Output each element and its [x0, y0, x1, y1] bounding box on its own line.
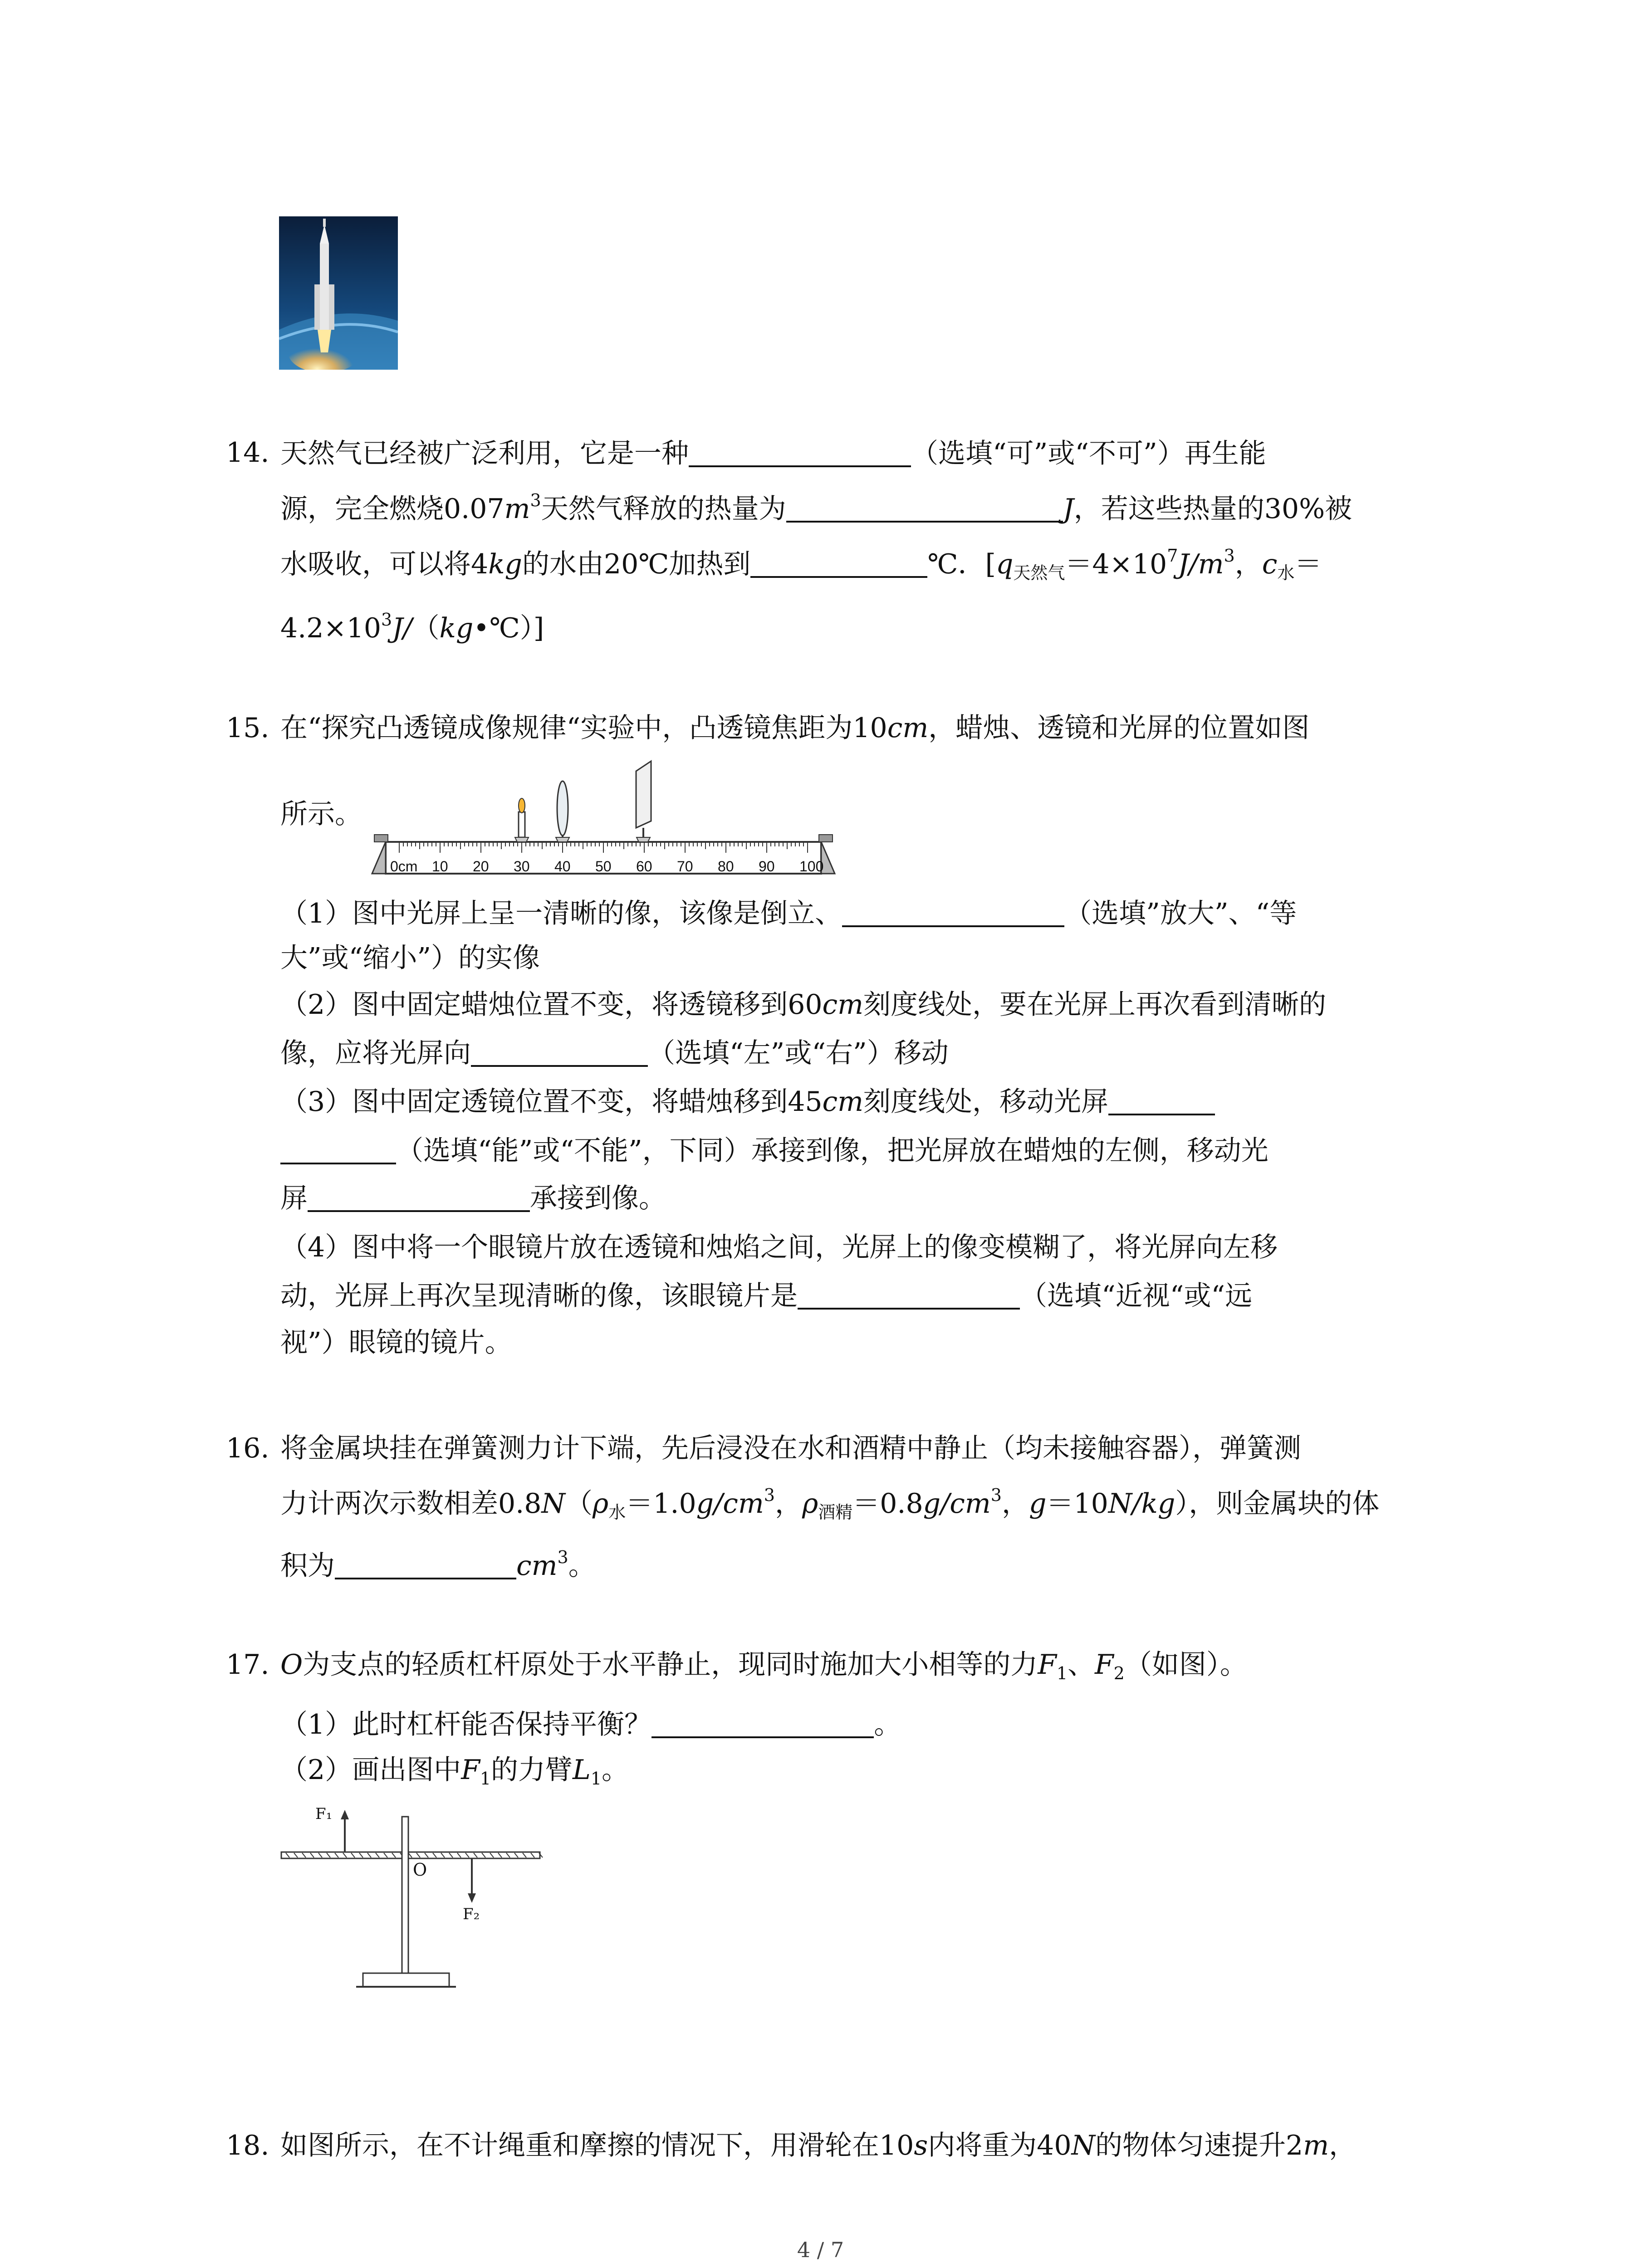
answer-blank[interactable]	[842, 899, 1064, 927]
ruler-tick-label: 50	[595, 858, 612, 875]
optical-bench-figure	[367, 753, 844, 885]
question-line: 屏 承接到像。	[280, 1183, 666, 1214]
question-line: 所示。	[280, 798, 362, 830]
question-line: （3）图中固定透镜位置不变，将蜡烛移到45cm刻度线处，移动光屏	[280, 1087, 1215, 1115]
answer-blank[interactable]	[689, 439, 911, 467]
question-number: 18.	[226, 2130, 269, 2161]
force-f1-label: F₁	[315, 1805, 333, 1823]
page-number: 4 / 7	[797, 2238, 844, 2262]
answer-blank[interactable]	[652, 1710, 874, 1738]
answer-blank[interactable]	[280, 1136, 396, 1164]
question-line: 大”或“缩小”）的实像	[280, 942, 540, 974]
question-line: O为支点的轻质杠杆原处于水平静止，现同时施加大小相等的力$F_1$、$F_2$（如图）。	[280, 1649, 1247, 1683]
question-line: 视”）眼镜的镜片。	[280, 1327, 512, 1359]
ruler-tick-label: 100	[799, 858, 824, 875]
question-line: 将金属块挂在弹簧测力计下端，先后浸没在水和酒精中静止（均未接触容器），弹簧测	[280, 1432, 1301, 1464]
question-number: 15.	[226, 712, 269, 744]
answer-blank[interactable]	[750, 550, 927, 578]
answer-blank[interactable]	[1108, 1087, 1215, 1115]
lever-figure	[277, 1803, 549, 1994]
question-line: （2）图中固定蜡烛位置不变，将透镜移到60cm刻度线处，要在光屏上再次看到清晰的	[280, 989, 1327, 1021]
question-line: 天然气已经被广泛利用，它是一种 （选填“可”或“不可”）再生能	[280, 438, 1266, 469]
answer-blank[interactable]	[308, 1184, 530, 1212]
force-f2-label: F₂	[463, 1905, 480, 1923]
question-line: 如图所示，在不计绳重和摩擦的情况下，用滑轮在10s内将重为40N的物体匀速提升2m，	[280, 2130, 1357, 2161]
ruler-tick-label: 40	[554, 858, 571, 875]
ruler-tick-label: 20	[473, 858, 489, 875]
ruler-tick-label: 90	[759, 858, 775, 875]
question-line: $4.2\times 10^3J/(kg•℃)$]	[280, 610, 544, 644]
question-line: 源，完全燃烧$0.07m^3$天然气释放的热量为 J，若这些热量的30%被	[280, 490, 1352, 525]
question-line: （1）图中光屏上呈一清晰的像，该像是倒立、 （选填”放大”、“等	[280, 898, 1297, 929]
question-line: 像，应将光屏向 （选填“左”或“右”）移动	[280, 1037, 949, 1069]
ruler-tick-label: 30	[514, 858, 530, 875]
question-line: 力计两次示数相差$0.8N(\rho_水=1.0g/cm^3$，$\rho_{酒精}=0.8g/cm^3$，g＝10N/kg），则金属块的体	[280, 1485, 1380, 1522]
question-number: 16.	[226, 1432, 269, 1464]
question-line: （1）此时杠杆能否保持平衡？ 。	[280, 1709, 901, 1740]
question-line: （4）图中将一个眼镜片放在透镜和烛焰之间，光屏上的像变模糊了，将光屏向左移	[280, 1232, 1278, 1263]
question-line: 水吸收，可以将4kg的水由20℃加热到 ℃．[$q_{天然气}=4\times 10^7J/m^3$，$c_水=$	[280, 546, 1322, 583]
question-number: 17.	[226, 1649, 269, 1681]
pivot-o-label: O	[413, 1860, 427, 1880]
answer-blank[interactable]	[335, 1551, 516, 1579]
question-line: 在“探究凸透镜成像规律“实验中，凸透镜焦距为10cm，蜡烛、透镜和光屏的位置如图	[280, 712, 1310, 744]
ruler-tick-label: 70	[677, 858, 693, 875]
answer-blank[interactable]	[786, 494, 1063, 523]
question-line: （选填“能”或“不能”，下同）承接到像，把光屏放在蜡烛的左侧，移动光	[280, 1136, 1269, 1164]
ruler-tick-label: 10	[432, 858, 448, 875]
answer-blank[interactable]	[798, 1281, 1020, 1310]
question-line: 积为 $cm^3$。	[280, 1547, 596, 1582]
question-number: 14.	[226, 437, 269, 469]
answer-blank[interactable]	[471, 1039, 648, 1067]
question-line: 动，光屏上再次呈现清晰的像，该眼镜片是 （选填“近视“或“远	[280, 1280, 1253, 1312]
ruler-tick-label: 60	[636, 858, 652, 875]
rocket-launch-image	[279, 216, 398, 370]
ruler-tick-label: 80	[718, 858, 734, 875]
ruler-tick-label: 0cm	[390, 858, 418, 875]
question-line: （2）画出图中$F_1$的力臂$L_1$。	[280, 1754, 629, 1789]
